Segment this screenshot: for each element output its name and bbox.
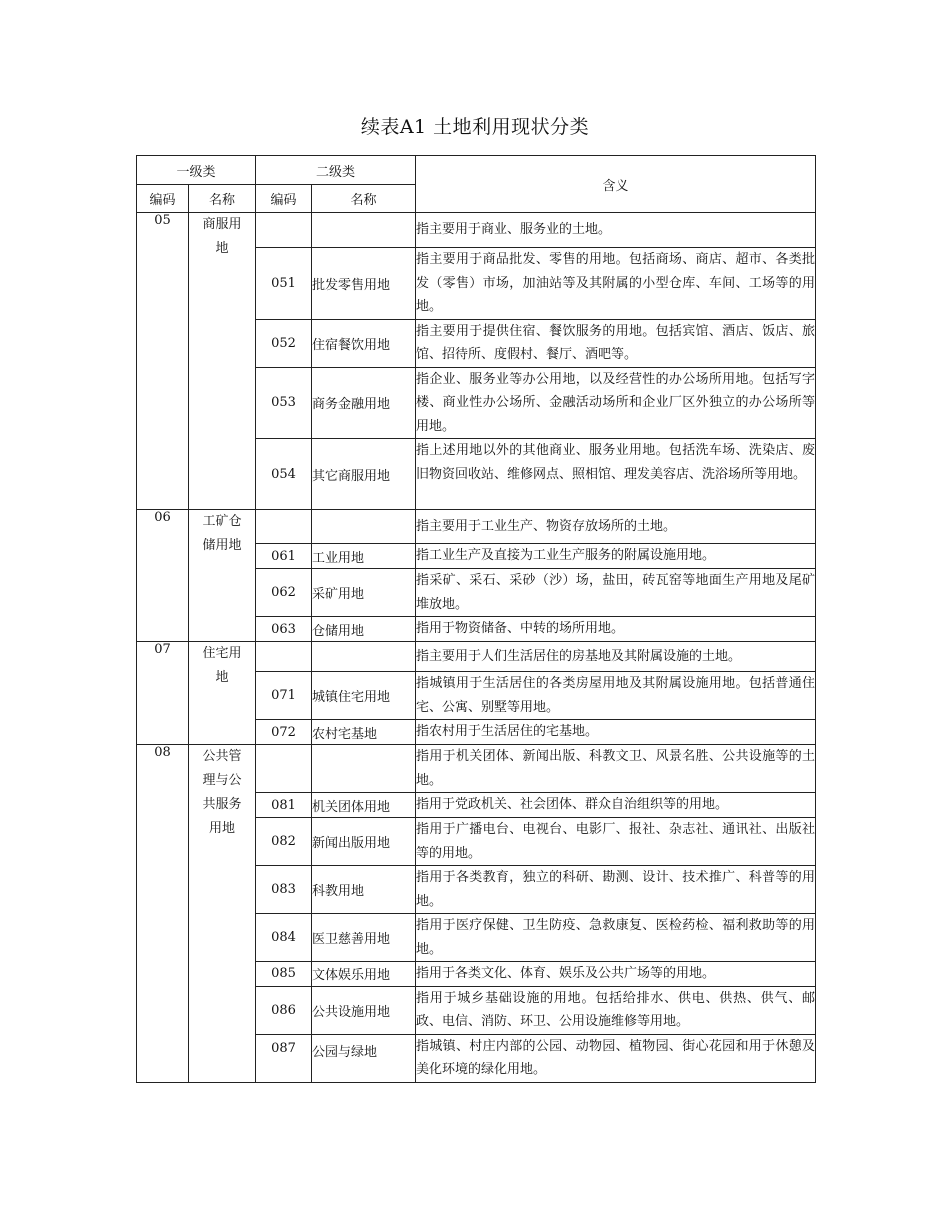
- item-name: 城镇住宅用地: [312, 672, 416, 720]
- item-meaning: 指城镇、村庄内部的公园、动物园、植物园、街心花园和用于休憩及美化环境的绿化用地。: [416, 1034, 816, 1082]
- table-row: [137, 745, 816, 793]
- item-code: 086: [256, 986, 312, 1034]
- item-code: 084: [256, 914, 312, 962]
- group-name: 工矿仓储用地: [189, 510, 256, 642]
- item-name: 新闻出版用地: [312, 818, 416, 866]
- item-code: 061: [256, 544, 312, 569]
- item-meaning: 指主要用于商品批发、零售的用地。包括商场、商店、超市、各类批发（零售）市场，加油站等及其附属的小型仓库、车间、工场等的用地。: [416, 248, 816, 320]
- header-level1: 一级类: [137, 156, 256, 185]
- table-row: [137, 510, 816, 544]
- item-meaning: 指工业生产及直接为工业生产服务的附属设施用地。: [416, 544, 816, 569]
- item-name: 仓储用地: [312, 617, 416, 642]
- item-code: 072: [256, 720, 312, 745]
- header-level1-name: 名称: [189, 185, 256, 213]
- table-row: [137, 642, 816, 672]
- header-level2-name: 名称: [312, 185, 416, 213]
- item-meaning: 指农村用于生活居住的宅基地。: [416, 720, 816, 745]
- item-name: 采矿用地: [312, 569, 416, 617]
- item-name: 机关团体用地: [312, 793, 416, 818]
- group-name: 商服用地: [189, 213, 256, 510]
- item-meaning: 指企业、服务业等办公用地，以及经营性的办公场所用地。包括写字楼、商业性办公场所、金融活动场所和企业厂区外独立的办公场所等用地。: [416, 367, 816, 439]
- item-code: 054: [256, 439, 312, 510]
- group-meaning: 指用于机关团体、新闻出版、科教文卫、风景名胜、公共设施等的土地。: [416, 745, 816, 793]
- item-name: 公共设施用地: [312, 986, 416, 1034]
- item-code: 062: [256, 569, 312, 617]
- group-name: 住宅用地: [189, 642, 256, 745]
- item-name: 商务金融用地: [312, 367, 416, 439]
- item-name: 文体娱乐用地: [312, 962, 416, 987]
- item-code: 087: [256, 1034, 312, 1082]
- item-meaning: 指用于广播电台、电视台、电影厂、报社、杂志社、通讯社、出版社等的用地。: [416, 818, 816, 866]
- header-level2: 二级类: [256, 156, 416, 185]
- item-code: 063: [256, 617, 312, 642]
- item-meaning: 指用于医疗保健、卫生防疫、急救康复、医检药检、福利救助等的用地。: [416, 914, 816, 962]
- item-name: 批发零售用地: [312, 248, 416, 320]
- item-meaning: 指主要用于提供住宿、餐饮服务的用地。包括宾馆、酒店、饭店、旅馆、招待所、度假村、餐厅、酒吧等。: [416, 319, 816, 367]
- item-code: 053: [256, 367, 312, 439]
- item-meaning: 指用于党政机关、社会团体、群众自治组织等的用地。: [416, 793, 816, 818]
- item-meaning: 指用于物资储备、中转的场所用地。: [416, 617, 816, 642]
- land-use-classification-table: [136, 155, 816, 1083]
- group-meaning: 指主要用于人们生活居住的房基地及其附属设施的土地。: [416, 642, 816, 672]
- table-title: 续表A1 土地利用现状分类: [360, 116, 590, 138]
- group-code: 08: [137, 745, 189, 1083]
- header-meaning: 含义: [416, 156, 816, 213]
- item-meaning: 指采矿、采石、采砂（沙）场，盐田，砖瓦窑等地面生产用地及尾矿堆放地。: [416, 569, 816, 617]
- item-code: 052: [256, 319, 312, 367]
- header-level1-code: 编码: [137, 185, 189, 213]
- item-meaning: 指用于各类教育，独立的科研、勘测、设计、技术推广、科普等的用地。: [416, 866, 816, 914]
- item-name: 农村宅基地: [312, 720, 416, 745]
- item-name: 其它商服用地: [312, 439, 416, 510]
- group-code: 07: [137, 642, 189, 745]
- item-meaning: 指用于城乡基础设施的用地。包括给排水、供电、供热、供气、邮政、电信、消防、环卫、公用设施维修等用地。: [416, 986, 816, 1034]
- table-row: [137, 213, 816, 248]
- item-name: 住宿餐饮用地: [312, 319, 416, 367]
- item-code: 071: [256, 672, 312, 720]
- item-meaning: 指上述用地以外的其他商业、服务业用地。包括洗车场、洗染店、废旧物资回收站、维修网点、照相馆、理发美容店、洗浴场所等用地。: [416, 439, 816, 510]
- item-name: 科教用地: [312, 866, 416, 914]
- item-code: 051: [256, 248, 312, 320]
- item-meaning: 指城镇用于生活居住的各类房屋用地及其附属设施用地。包括普通住宅、公寓、别墅等用地。: [416, 672, 816, 720]
- item-name: 公园与绿地: [312, 1034, 416, 1082]
- group-code: 05: [137, 213, 189, 510]
- item-code: 083: [256, 866, 312, 914]
- item-code: 081: [256, 793, 312, 818]
- item-meaning: 指用于各类文化、体育、娱乐及公共广场等的用地。: [416, 962, 816, 987]
- group-meaning: 指主要用于商业、服务业的土地。: [416, 213, 816, 248]
- group-code: 06: [137, 510, 189, 642]
- item-code: 082: [256, 818, 312, 866]
- group-name: 公共管理与公共服务用地: [189, 745, 256, 1083]
- item-name: 医卫慈善用地: [312, 914, 416, 962]
- group-meaning: 指主要用于工业生产、物资存放场所的土地。: [416, 510, 816, 544]
- item-code: 085: [256, 962, 312, 987]
- header-level2-code: 编码: [256, 185, 312, 213]
- item-name: 工业用地: [312, 544, 416, 569]
